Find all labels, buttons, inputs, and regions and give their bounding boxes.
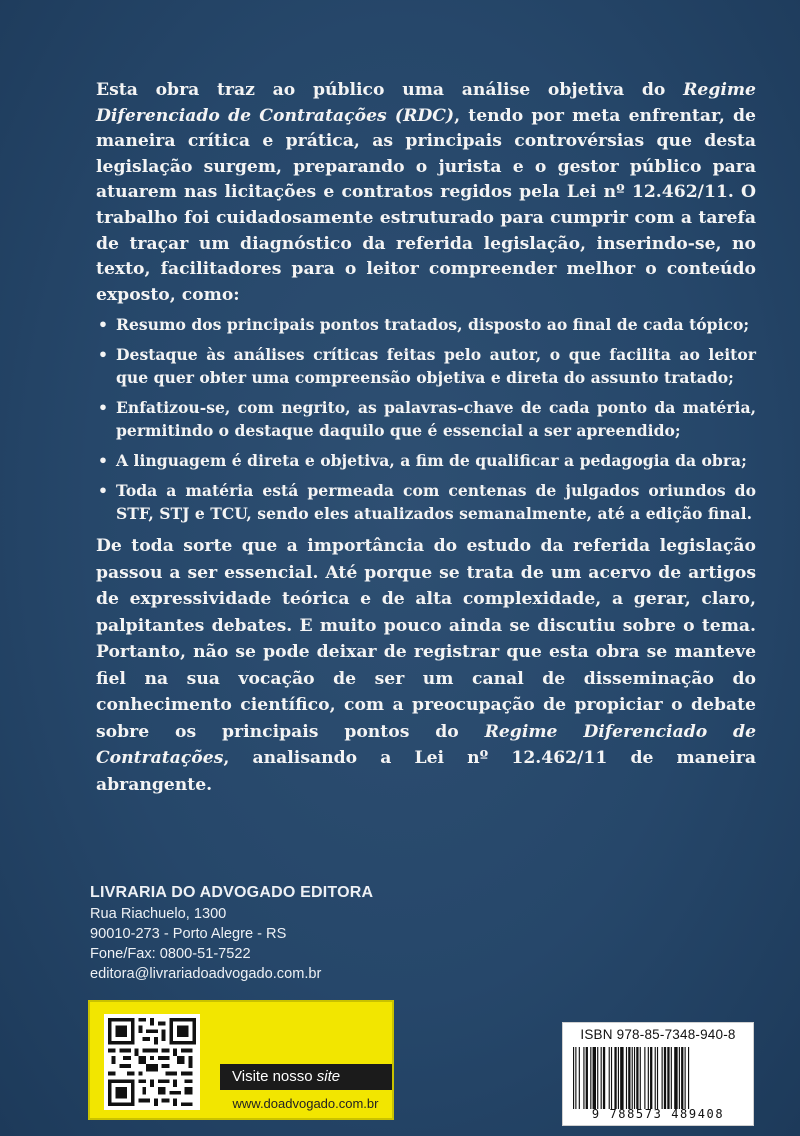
qr-code-graphic (104, 1014, 200, 1110)
publisher-city: 90010-273 - Porto Alegre - RS (90, 926, 287, 942)
barcode-bar (586, 1047, 588, 1109)
barcode-bar (650, 1047, 652, 1109)
ean-number: 9 788573 489408 (591, 1107, 725, 1121)
publisher-email[interactable]: editora@livrariadoadvogado.com.br (90, 966, 322, 982)
list-item-text: Resumo dos principais pontos tratados, disposto ao final de cada tópico; (116, 315, 750, 335)
list-item-text: Destaque às análises críticas feitas pelo autor, o que facilita ao leitor que quer obter uma compreensão objetiva e direta do assunto tratado; (116, 345, 756, 388)
publisher-info (90, 882, 450, 984)
barcode-bar (640, 1047, 641, 1109)
barcode-bar (667, 1047, 669, 1109)
barcode-bar (655, 1047, 656, 1109)
list-item (96, 479, 756, 525)
list-item-text: A linguagem é direta e objetiva, a fim de qualificar a pedagogia da obra; (116, 451, 747, 471)
isbn-barcode-box (562, 1022, 754, 1126)
list-item (96, 396, 756, 442)
barcode-bar (583, 1047, 584, 1109)
publisher-phone: Fone/Fax: 0800-51-7522 (90, 946, 251, 962)
intro-paragraph (96, 78, 756, 308)
list-item (96, 313, 756, 336)
feature-list (96, 313, 756, 525)
barcode-bar (620, 1047, 623, 1109)
barcode-bar (681, 1047, 683, 1109)
bullet-icon: • (98, 315, 108, 335)
closing-text-1: De toda sorte que a importância do estudo da referida legislação passou a ser essencial. Até porque se trata de um acervo de artigos de expressividade teórica e de alta complexidade, a gerar, claro, palpitantes debates. E muito pouco ainda se discutiu sobre o tema. Portanto, não se pode deixar de registrar que esta obra se manteve fiel na sua vocação de ser um canal de disseminação do conhecimento científico, com a preocupação de propiciar o debate sobre os principais pontos do (96, 536, 756, 742)
barcode-bar (573, 1047, 574, 1109)
barcode-bar (662, 1047, 663, 1109)
isbn-label: ISBN 978-85-7348-940-8 (580, 1027, 736, 1042)
intro-text-1: Esta obra traz ao público uma análise objetiva do (96, 80, 684, 100)
barcode-bar (609, 1047, 610, 1109)
barcode-bar (603, 1047, 605, 1109)
bullet-icon: • (98, 451, 108, 471)
barcode-bar (634, 1047, 635, 1109)
publisher-name: LIVRARIA DO ADVOGADO EDITORA (90, 884, 374, 901)
barcode-bar (614, 1047, 616, 1109)
closing-text-2: , analisando a Lei nº 12.462/11 de maneira abrangente. (96, 748, 756, 795)
barcode-bar (674, 1047, 677, 1109)
barcode-graphic (571, 1047, 747, 1109)
list-item-text: Enfatizou-se, com negrito, as palavras-chave de cada ponto da matéria, permitindo o destaque daquilo que é essencial a ser apreendido; (116, 398, 756, 441)
barcode-bar (685, 1047, 686, 1109)
barcode-bar (611, 1047, 612, 1109)
back-cover-blurb (96, 78, 756, 798)
list-item (96, 449, 756, 472)
bullet-icon: • (98, 481, 108, 501)
barcode-bar (593, 1047, 596, 1109)
visit-italic-site: site (316, 1068, 341, 1085)
website-promo-panel (88, 1000, 394, 1120)
publisher-address: Rua Riachuelo, 1300 (90, 906, 227, 922)
barcode-bar (618, 1047, 619, 1109)
visit-site-label (220, 1064, 392, 1090)
intro-text-2: , tendo por meta enfrentar, de maneira crítica e prática, as principais controvérsias que desta legislação surgem, preparando o jurista e o gestor público para atuarem nas licitações e contratos regidos pela Lei nº 12.462/11. O trabalho foi cuidadosamente estruturado para cumprir com a tarefa de traçar um diagnóstico da referida legislação, inserindo-se, no texto, facilitadores para o leitor compreender melhor o conteúdo exposto, como: (96, 105, 756, 305)
barcode-bar (688, 1047, 689, 1109)
barcode-bar (679, 1047, 680, 1109)
barcode-bar (671, 1047, 672, 1109)
barcode-bar (632, 1047, 633, 1109)
website-url-link[interactable]: www.doadvogado.com.br (232, 1096, 379, 1111)
closing-paragraph (96, 533, 756, 798)
barcode-bar (648, 1047, 649, 1109)
barcode-bar (601, 1047, 602, 1109)
barcode-bar (590, 1047, 591, 1109)
bullet-icon: • (98, 345, 108, 365)
bullet-icon: • (98, 398, 108, 418)
list-item-text: Toda a matéria está permeada com centenas de julgados oriundos do STF, STJ e TCU, sendo eles atualizados semanalmente, até a edição final. (116, 481, 756, 524)
qr-code-icon[interactable] (104, 1014, 200, 1110)
barcode-bar (579, 1047, 580, 1109)
barcode-bar (636, 1047, 638, 1109)
visit-text: Visite nosso (232, 1068, 317, 1085)
list-item (96, 343, 756, 389)
barcode-icon (571, 1047, 747, 1109)
barcode-bar (626, 1047, 627, 1109)
barcode-bar (575, 1047, 576, 1109)
barcode-bar (664, 1047, 666, 1109)
barcode-bar (644, 1047, 645, 1109)
intro-italic-title: Regime Diferenciado de Contratações (RDC) (96, 80, 756, 126)
barcode-bar (657, 1047, 658, 1109)
barcode-bar (597, 1047, 598, 1109)
closing-italic-title: Regime Diferenciado de Contratações (96, 721, 756, 769)
barcode-bar (628, 1047, 630, 1109)
